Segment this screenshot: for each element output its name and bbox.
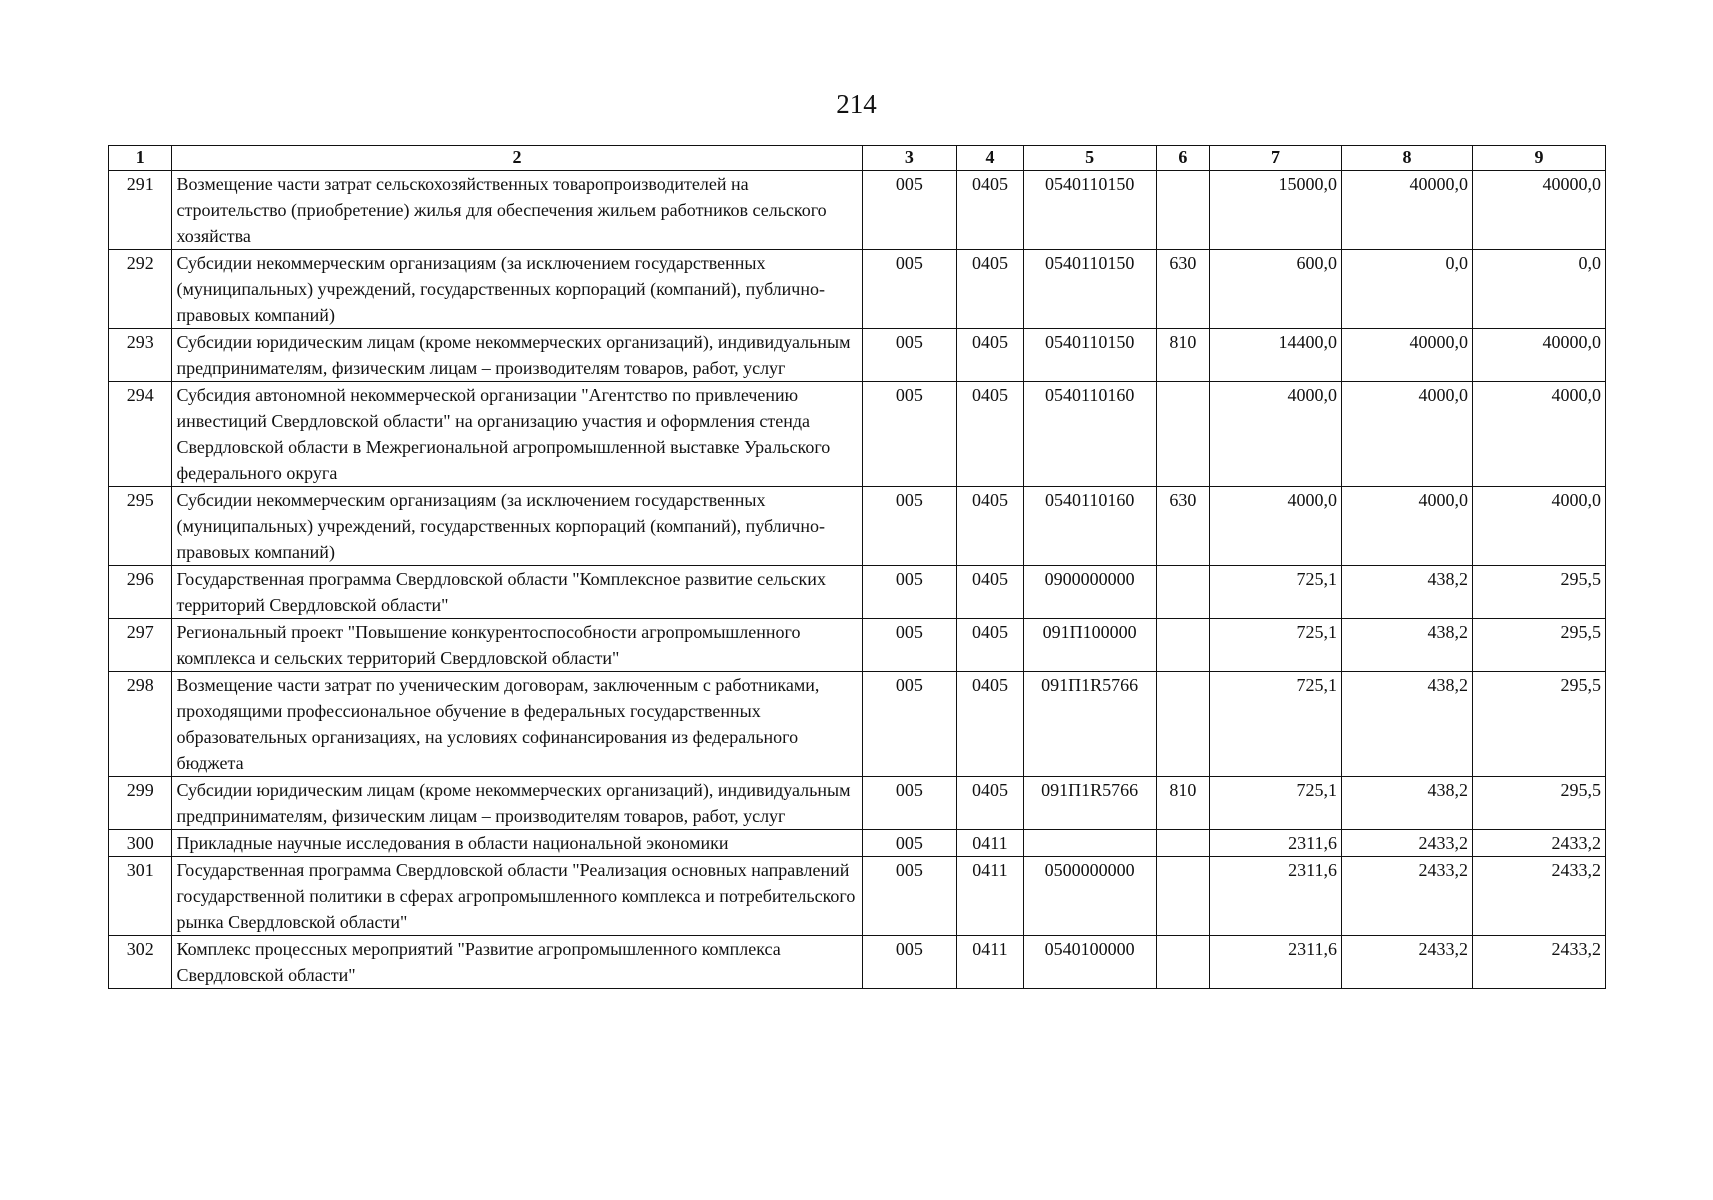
- row-name: Субсидии юридическим лицам (кроме некоммерческих организаций), индивидуальным предпринимателям, физическим лицам – производителям товаров, работ, услуг: [172, 329, 862, 382]
- row-name: Государственная программа Свердловской области "Реализация основных направлений государственной политики в сферах агропромышленного комплекса и потребительского рынка Свердловской области": [172, 857, 862, 936]
- row-col-4: 0405: [957, 171, 1023, 250]
- row-col-7: 725,1: [1210, 672, 1342, 777]
- row-col-5: 0500000000: [1023, 857, 1156, 936]
- row-col-3: 005: [862, 250, 957, 329]
- row-number: 302: [109, 936, 172, 989]
- row-col-5: 0540110150: [1023, 171, 1156, 250]
- header-cell-4: 4: [957, 146, 1023, 171]
- row-col-3: 005: [862, 936, 957, 989]
- header-cell-7: 7: [1210, 146, 1342, 171]
- row-number: 294: [109, 382, 172, 487]
- row-col-8: 438,2: [1342, 619, 1473, 672]
- row-col-8: 438,2: [1342, 566, 1473, 619]
- row-name: Государственная программа Свердловской области "Комплексное развитие сельских территорий Свердловской области": [172, 566, 862, 619]
- row-col-8: 2433,2: [1342, 830, 1473, 857]
- row-col-8: 4000,0: [1342, 382, 1473, 487]
- header-cell-5: 5: [1023, 146, 1156, 171]
- row-col-4: 0405: [957, 619, 1023, 672]
- row-col-9: 295,5: [1472, 566, 1605, 619]
- row-col-5: [1023, 830, 1156, 857]
- row-col-6: [1156, 619, 1209, 672]
- row-name: Субсидии некоммерческим организациям (за исключением государственных (муниципальных) учреждений, государственных корпораций (компаний), публично-правовых компаний): [172, 250, 862, 329]
- row-col-9: 0,0: [1472, 250, 1605, 329]
- table-row: [109, 830, 1606, 857]
- row-col-5: 0540110160: [1023, 382, 1156, 487]
- row-col-9: 2433,2: [1472, 830, 1605, 857]
- table-row: [109, 619, 1606, 672]
- row-number: 300: [109, 830, 172, 857]
- row-col-7: 725,1: [1210, 566, 1342, 619]
- row-col-4: 0405: [957, 250, 1023, 329]
- row-name: Субсидия автономной некоммерческой организации "Агентство по привлечению инвестиций Свердловской области" на организацию участия и оформления стенда Свердловской области в Межрегиональной агропромышленной выставке Уральского федерального округа: [172, 382, 862, 487]
- row-col-4: 0411: [957, 936, 1023, 989]
- row-col-4: 0405: [957, 672, 1023, 777]
- row-col-6: [1156, 382, 1209, 487]
- header-cell-6: 6: [1156, 146, 1209, 171]
- row-col-6: [1156, 936, 1209, 989]
- page-number: 214: [836, 89, 877, 119]
- row-number: 296: [109, 566, 172, 619]
- row-col-7: 14400,0: [1210, 329, 1342, 382]
- table-row: [109, 329, 1606, 382]
- row-col-9: 295,5: [1472, 672, 1605, 777]
- table-row: [109, 936, 1606, 989]
- row-col-3: 005: [862, 672, 957, 777]
- row-col-9: 4000,0: [1472, 487, 1605, 566]
- row-col-4: 0405: [957, 487, 1023, 566]
- row-col-9: 40000,0: [1472, 171, 1605, 250]
- budget-table: [108, 145, 1606, 989]
- row-name: Субсидии некоммерческим организациям (за исключением государственных (муниципальных) учреждений, государственных корпораций (компаний), публично-правовых компаний): [172, 487, 862, 566]
- row-number: 297: [109, 619, 172, 672]
- row-number: 301: [109, 857, 172, 936]
- row-col-3: 005: [862, 487, 957, 566]
- row-col-8: 2433,2: [1342, 857, 1473, 936]
- row-number: 298: [109, 672, 172, 777]
- row-col-7: 725,1: [1210, 777, 1342, 830]
- header-cell-1: 1: [109, 146, 172, 171]
- row-col-9: 2433,2: [1472, 936, 1605, 989]
- row-col-5: 091П1R5766: [1023, 777, 1156, 830]
- row-col-4: 0411: [957, 857, 1023, 936]
- row-col-4: 0405: [957, 382, 1023, 487]
- row-col-7: 2311,6: [1210, 830, 1342, 857]
- header-cell-9: 9: [1472, 146, 1605, 171]
- row-col-7: 2311,6: [1210, 857, 1342, 936]
- row-col-7: 4000,0: [1210, 382, 1342, 487]
- row-col-8: 438,2: [1342, 777, 1473, 830]
- table-row: [109, 777, 1606, 830]
- row-col-6: [1156, 566, 1209, 619]
- row-col-8: 40000,0: [1342, 171, 1473, 250]
- row-name: Возмещение части затрат сельскохозяйственных товаропроизводителей на строительство (приобретение) жилья для обеспечения жильем работников сельского хозяйства: [172, 171, 862, 250]
- row-col-6: [1156, 672, 1209, 777]
- header-cell-8: 8: [1342, 146, 1473, 171]
- header-cell-2: 2: [172, 146, 862, 171]
- row-number: 295: [109, 487, 172, 566]
- row-col-7: 4000,0: [1210, 487, 1342, 566]
- row-name: Региональный проект "Повышение конкурентоспособности агропромышленного комплекса и сельских территорий Свердловской области": [172, 619, 862, 672]
- row-col-6: 810: [1156, 329, 1209, 382]
- table-row: [109, 487, 1606, 566]
- row-col-6: 630: [1156, 487, 1209, 566]
- row-number: 292: [109, 250, 172, 329]
- table-row: [109, 857, 1606, 936]
- table-row: [109, 250, 1606, 329]
- table-row: [109, 382, 1606, 487]
- row-col-4: 0411: [957, 830, 1023, 857]
- row-col-6: [1156, 830, 1209, 857]
- row-col-3: 005: [862, 329, 957, 382]
- row-col-5: 091П100000: [1023, 619, 1156, 672]
- row-col-4: 0405: [957, 329, 1023, 382]
- row-col-6: 810: [1156, 777, 1209, 830]
- row-col-8: 2433,2: [1342, 936, 1473, 989]
- row-number: 291: [109, 171, 172, 250]
- row-col-8: 438,2: [1342, 672, 1473, 777]
- row-col-3: 005: [862, 777, 957, 830]
- header-row: [109, 146, 1606, 171]
- header-cell-3: 3: [862, 146, 957, 171]
- row-col-7: 725,1: [1210, 619, 1342, 672]
- row-col-8: 0,0: [1342, 250, 1473, 329]
- row-name: Субсидии юридическим лицам (кроме некоммерческих организаций), индивидуальным предпринимателям, физическим лицам – производителям товаров, работ, услуг: [172, 777, 862, 830]
- row-col-5: 0540110160: [1023, 487, 1156, 566]
- table-row: [109, 171, 1606, 250]
- row-col-5: 091П1R5766: [1023, 672, 1156, 777]
- row-number: 299: [109, 777, 172, 830]
- row-col-3: 005: [862, 619, 957, 672]
- row-col-7: 15000,0: [1210, 171, 1342, 250]
- row-col-6: [1156, 171, 1209, 250]
- row-col-9: 4000,0: [1472, 382, 1605, 487]
- row-col-4: 0405: [957, 777, 1023, 830]
- row-col-5: 0540100000: [1023, 936, 1156, 989]
- row-col-4: 0405: [957, 566, 1023, 619]
- table-row: [109, 566, 1606, 619]
- row-col-5: 0900000000: [1023, 566, 1156, 619]
- row-col-6: [1156, 857, 1209, 936]
- row-col-5: 0540110150: [1023, 250, 1156, 329]
- row-col-9: 295,5: [1472, 619, 1605, 672]
- row-col-9: 295,5: [1472, 777, 1605, 830]
- row-name: Прикладные научные исследования в области национальной экономики: [172, 830, 862, 857]
- row-col-3: 005: [862, 171, 957, 250]
- row-col-3: 005: [862, 830, 957, 857]
- row-col-8: 4000,0: [1342, 487, 1473, 566]
- row-col-7: 600,0: [1210, 250, 1342, 329]
- table-row: [109, 672, 1606, 777]
- row-col-8: 40000,0: [1342, 329, 1473, 382]
- row-col-5: 0540110150: [1023, 329, 1156, 382]
- row-name: Возмещение части затрат по ученическим договорам, заключенным с работниками, проходящими профессиональное обучение в федеральных государственных образовательных организациях, на условиях софинансирования из федерального бюджета: [172, 672, 862, 777]
- row-col-9: 2433,2: [1472, 857, 1605, 936]
- row-name: Комплекс процессных мероприятий "Развитие агропромышленного комплекса Свердловской области": [172, 936, 862, 989]
- row-col-7: 2311,6: [1210, 936, 1342, 989]
- row-col-3: 005: [862, 857, 957, 936]
- row-col-6: 630: [1156, 250, 1209, 329]
- row-number: 293: [109, 329, 172, 382]
- row-col-3: 005: [862, 566, 957, 619]
- row-col-9: 40000,0: [1472, 329, 1605, 382]
- row-col-3: 005: [862, 382, 957, 487]
